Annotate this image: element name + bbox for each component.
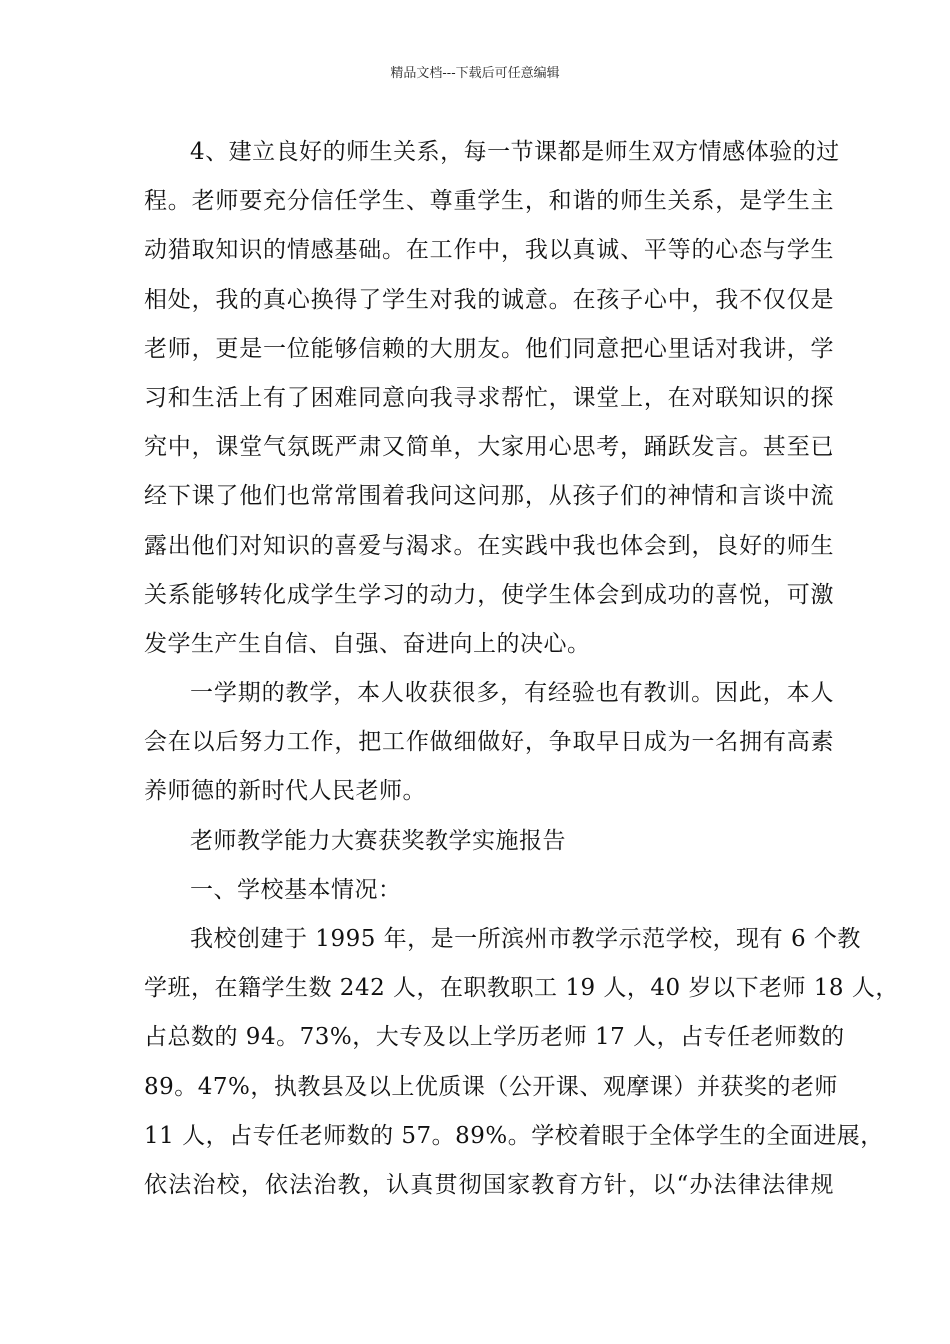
text-line: 究中，课堂气氛既严肃又简单，大家用心思考，踊跃发言。甚至已 <box>144 434 834 461</box>
text-line: 关系能够转化成学生学习的动力，使学生体会到成功的喜悦，可激 <box>144 581 834 608</box>
text-line: 会在以后努力工作，把工作做细做好，争取早日成为一名拥有高素 <box>144 729 834 756</box>
text-line: 相处，我的真心换得了学生对我的诚意。在孩子心中，我不仅仅是 <box>144 286 834 313</box>
text-line: 经下课了他们也常常围着我问这问那，从孩子们的神情和言谈中流 <box>144 483 834 510</box>
text-line: 11 人，占专任老师数的 57。89%。学校着眼于全体学生的全面进展， <box>144 1122 884 1149</box>
text-line: 养师德的新时代人民老师。 <box>144 778 426 805</box>
document-body <box>144 128 899 1210</box>
text-line: 4、建立良好的师生关系，每一节课都是师生双方情感体验的过 <box>190 139 840 165</box>
text-line: 露出他们对知识的喜爱与渴求。在实践中我也体会到，良好的师生 <box>144 532 834 559</box>
text-line: 动猎取知识的情感基础。在工作中，我以真诚、平等的心态与学生 <box>144 237 834 264</box>
text-line: 占总数的 94。73%，大专及以上学历老师 17 人，占专任老师数的 <box>144 1024 845 1051</box>
text-line: 老师，更是一位能够信赖的大朋友。他们同意把心里话对我讲，学 <box>144 335 834 362</box>
text-line: 老师教学能力大赛获奖教学实施报告 <box>190 827 566 854</box>
text-line: 程。老师要充分信任学生、尊重学生，和谐的师生关系，是学生主 <box>144 188 834 215</box>
text-line: 一学期的教学，本人收获很多，有经验也有教训。因此，本人 <box>190 680 834 707</box>
text-line: 我校创建于 1995 年，是一所滨州市教学示范学校，现有 6 个教 <box>190 926 861 952</box>
text-line: 习和生活上有了困难同意向我寻求帮忙，课堂上，在对联知识的探 <box>144 384 834 411</box>
text-line: 学班，在籍学生数 242 人，在职教职工 19 人，40 岁以下老师 18 人， <box>144 975 899 1002</box>
text-line: 发学生产生自信、自强、奋进向上的决心。 <box>144 630 591 657</box>
text-line: 一、学校基本情况： <box>190 876 402 903</box>
text-line: 依法治校，依法治教，认真贯彻国家教育方针，以“办法律法律规 <box>144 1171 834 1198</box>
page-header: 精品文档---下载后可任意编辑 <box>390 66 560 81</box>
text-line: 89。47%，执教县及以上优质课（公开课、观摩课）并获奖的老师 <box>144 1073 838 1100</box>
